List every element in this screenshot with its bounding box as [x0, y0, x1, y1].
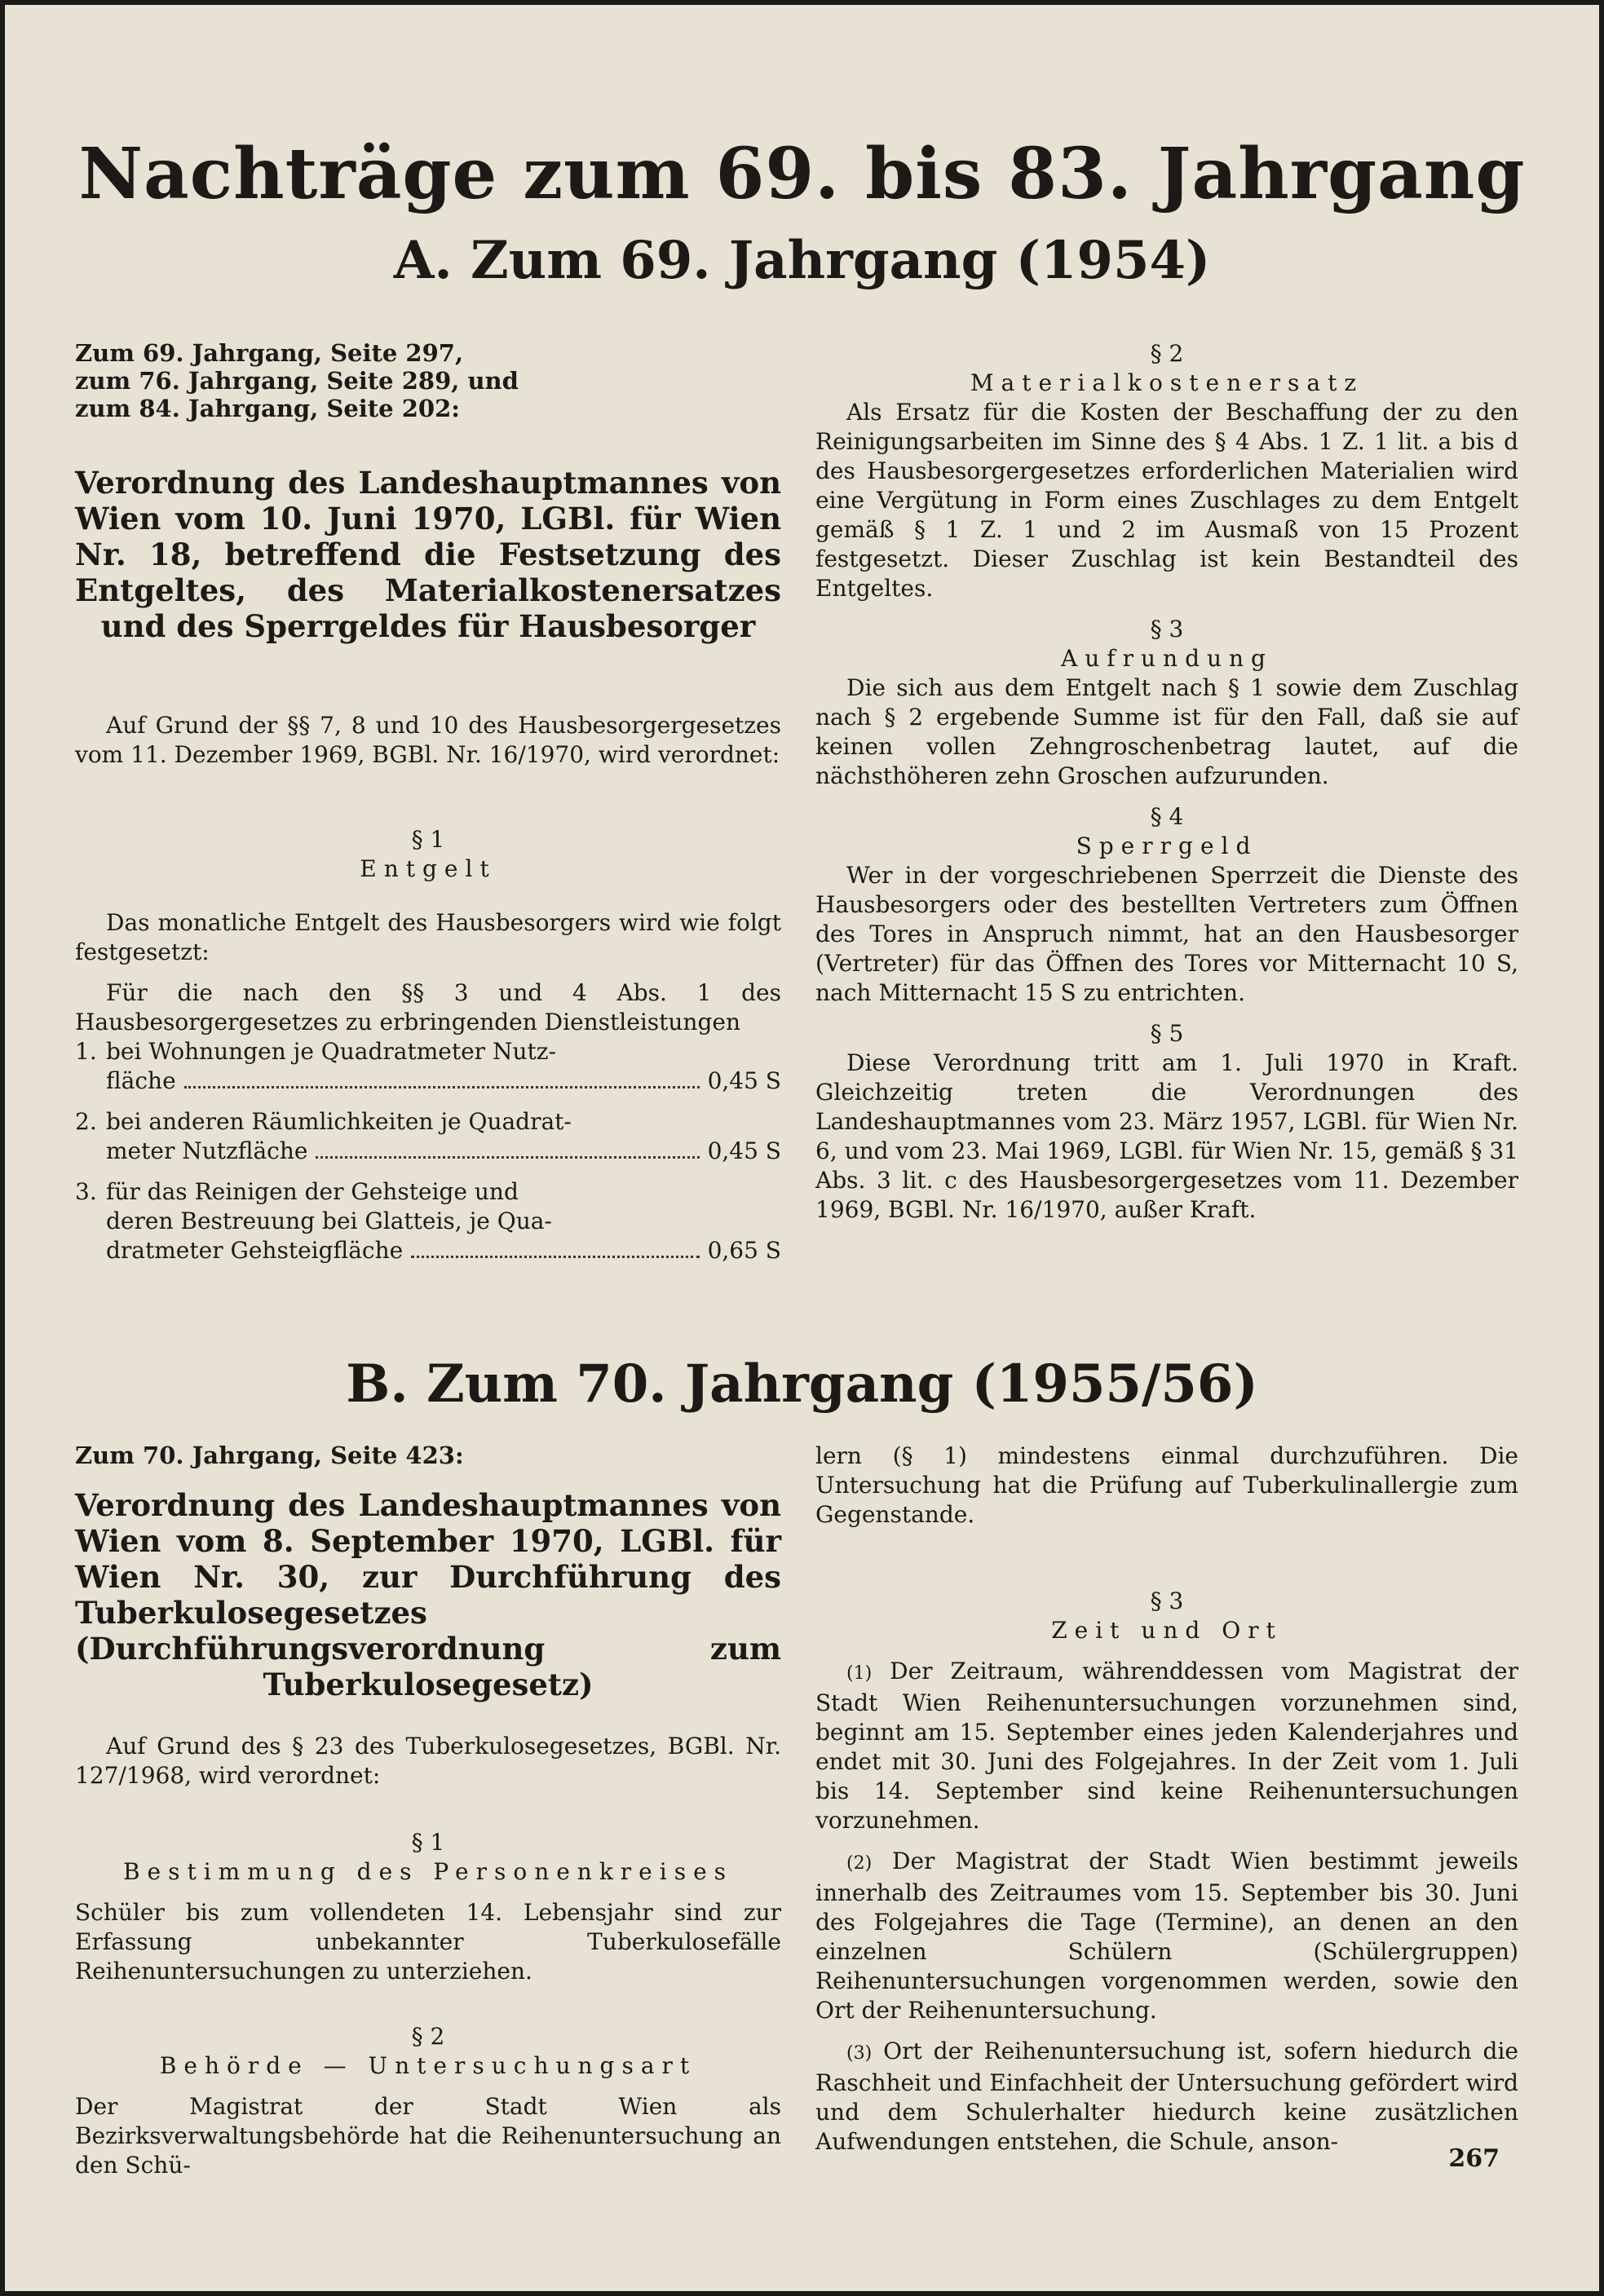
item-number: 1. [75, 1038, 97, 1065]
paragraph-heading: Zeit und Ort [1051, 1617, 1283, 1644]
subparagraph-text: Ort der Reihenuntersuchung ist, sofern hiedurch die Raschheit und Einfachheit der Untersuchung gefördert wird und dem Schulerhalter hiedurch keine zusätzlichen Aufwendungen entstehen, die Schule, anson- [815, 2038, 1518, 2155]
reference-line: zum 76. Jahrgang, Seite 289, und [75, 367, 519, 395]
item-text: fläche [106, 1067, 176, 1094]
paragraph-heading: Entgelt [360, 855, 497, 882]
paragraph-number: § 2 [1150, 340, 1184, 367]
item-text: meter Nutzfläche [106, 1137, 308, 1164]
item-number: 3. [75, 1178, 97, 1205]
preamble: Auf Grund der §§ 7, 8 und 10 des Hausbesorgergesetzes vom 11. Dezember 1969, BGBl. Nr. 16/1970, wird verordnet: [75, 712, 781, 768]
subparagraph-text: Der Zeitraum, währenddessen vom Magistrat der Stadt Wien Reihenuntersuchungen vorzunehmen sind, beginnt am 15. September eines jeden Kalenderjahres und endet mit 30. Juni des Folgejahres. In der Zeit vom 1. Juli bis 14. September sind keine Reihenuntersuchungen vorzunehmen. [815, 1658, 1518, 1834]
decree-title: Verordnung des Landeshauptmannes von Wien vom 10. Juni 1970, LGBl. für Wien Nr. 18, betreffend die Festsetzung des Entgeltes, des Materialkostenersatzes und des Sperrgeldes für Hausbesorger [75, 465, 781, 644]
paragraph-number: § 3 [1150, 616, 1184, 642]
list-item [75, 1107, 781, 1166]
subparagraph [815, 1847, 1518, 2025]
item-value: 0,45 S [707, 1137, 781, 1164]
paragraph-text: Für die nach den §§ 3 und 4 Abs. 1 des Hausbesorgergesetzes zu erbringenden Dienstleistungen [75, 979, 781, 1035]
subparagraph-number: (2) [846, 1853, 873, 1874]
paragraph-text: Schüler bis zum vollendeten 14. Lebensjahr sind zur Erfassung unbekannter Tuberkulosefälle Reihenuntersuchungen zu unterziehen. [75, 1899, 781, 1985]
document-page [5, 5, 1599, 2291]
subparagraph-text: Der Magistrat der Stadt Wien bestimmt jeweils innerhalb des Zeitraumes vom 15. September bis 30. Juni des Folgejahres die Tage (Termine), an denen an den einzelnen Schülern (Schülergruppen) Reihenuntersuchungen vorgenommen werden, sowie den Ort der Reihenuntersuchung. [815, 1848, 1518, 2024]
reference-line: zum 84. Jahrgang, Seite 202: [75, 395, 460, 422]
item-text: für das Reinigen der Gehsteige und [106, 1178, 519, 1205]
leader-dots [316, 1156, 699, 1159]
paragraph-heading: Bestimmung des Personenkreises [122, 1858, 734, 1885]
item-number: 2. [75, 1108, 97, 1135]
leader-dots [184, 1086, 700, 1088]
section-b-right-column [815, 1442, 1518, 2157]
paragraph-number: § 2 [411, 2023, 445, 2050]
item-value: 0,65 S [707, 1237, 781, 1264]
reference-note [75, 339, 781, 422]
item-text: bei anderen Räumlichkeiten je Quadrat- [106, 1108, 572, 1135]
paragraph-number: § 3 [1150, 1587, 1184, 1614]
paragraph-text: Der Magistrat der Stadt Wien als Bezirksverwaltungsbehörde hat die Reihenuntersuchung an den Schü- [75, 2093, 781, 2179]
subparagraph [815, 1657, 1518, 1835]
paragraph-text: Die sich aus dem Entgelt nach § 1 sowie dem Zuschlag nach § 2 ergebende Summe ist für den Fall, daß sie auf keinen vollen Zehngroschenbetrag lautet, auf die nächsthöheren zehn Groschen aufzurunden. [815, 674, 1518, 789]
list-item [75, 1177, 781, 1265]
paragraph-text: Diese Verordnung tritt am 1. Juli 1970 in Kraft. Gleichzeitig treten die Verordnungen des Landeshauptmannes vom 23. März 1957, LGBl. für Wien Nr. 6, und vom 23. Mai 1969, LGBl. für Wien Nr. 15, gemäß § 31 Abs. 3 lit. c des Hausbesorgergesetzes vom 11. Dezember 1969, BGBl. Nr. 16/1970, außer Kraft. [815, 1049, 1518, 1223]
item-text: bei Wohnungen je Quadratmeter Nutz- [106, 1038, 556, 1065]
paragraph-number: § 5 [1150, 1020, 1184, 1047]
paragraph-heading: Materialkostenersatz [970, 369, 1364, 396]
subparagraph-number: (3) [846, 2043, 873, 2064]
section-b-heading: B. Zum 70. Jahrgang (1955/56) [346, 1353, 1258, 1415]
paragraph-number: § 1 [411, 826, 445, 853]
section-a-right-column [815, 339, 1518, 1225]
page-title: Nachträge zum 69. bis 83. Jahrgang [78, 133, 1526, 215]
subparagraph [815, 2037, 1518, 2157]
paragraph-heading: Aufrundung [1061, 645, 1273, 672]
paragraph-heading: Sperrgeld [1076, 832, 1258, 859]
item-text: deren Bestreuung bei Glatteis, je Qua- [106, 1208, 552, 1234]
preamble: Auf Grund des § 23 des Tuberkulosegesetzes, BGBl. Nr. 127/1968, wird verordnet: [75, 1733, 781, 1789]
item-value: 0,45 S [707, 1067, 781, 1094]
subparagraph-number: (1) [846, 1663, 873, 1684]
section-a-heading: A. Zum 69. Jahrgang (1954) [393, 230, 1211, 291]
section-a-left-column [75, 339, 781, 1265]
list-item [75, 1037, 781, 1096]
paragraph-heading: Behörde — Untersuchungsart [159, 2052, 697, 2079]
paragraph-number: § 4 [1150, 803, 1184, 830]
decree-title: Verordnung des Landeshauptmannes von Wien vom 8. September 1970, LGBl. für Wien Nr. 30, zur Durchführung des Tuberkulosegesetzes (Durchführungsverordnung zum Tuberkulosegesetz) [75, 1487, 781, 1702]
paragraph-number: § 1 [411, 1829, 445, 1856]
paragraph-text: Als Ersatz für die Kosten der Beschaffung der zu den Reinigungsarbeiten im Sinne des § 4 Abs. 1 Z. 1 lit. a bis d des Hausbesorgergesetzes erforderlichen Materialien wird eine Vergütung in Form eines Zuschlages zu dem Entgelt gemäß § 1 Z. 1 und 2 im Ausmaß von 15 Prozent festgesetzt. Dieser Zuschlag ist kein Bestandteil des Entgeltes. [815, 399, 1518, 602]
paragraph-text: Das monatliche Entgelt des Hausbesorgers wird wie folgt festgesetzt: [75, 909, 781, 965]
reference-note: Zum 70. Jahrgang, Seite 423: [75, 1442, 464, 1469]
item-text: dratmeter Gehsteigfläche [106, 1237, 404, 1264]
reference-line: Zum 69. Jahrgang, Seite 297, [75, 339, 464, 367]
leader-dots [411, 1256, 699, 1258]
page-number: 267 [1448, 2144, 1500, 2173]
paragraph-text: Wer in der vorgeschriebenen Sperrzeit die Dienste des Hausbesorgers oder des bestellten Vertreters zum Öffnen des Tores in Anspruch nimmt, hat an den Hausbesorger (Vertreter) für das Öffnen des Tores vor Mitternacht 10 S, nach Mitternacht 15 S zu entrichten. [815, 862, 1518, 1006]
paragraph-text-continued: lern (§ 1) mindestens einmal durchzuführen. Die Untersuchung hat die Prüfung auf Tuberkulinallergie zum Gegenstande. [815, 1442, 1518, 1528]
section-b-left-column [75, 1442, 781, 2180]
